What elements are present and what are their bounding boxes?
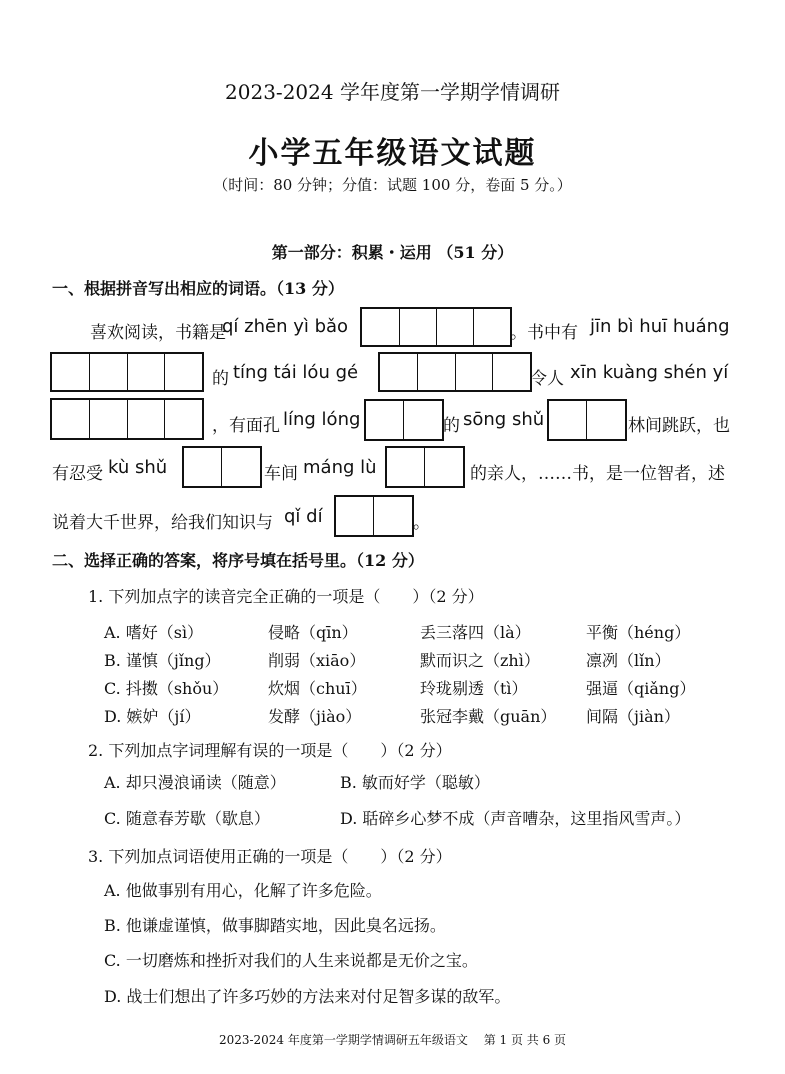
q3-stem: 3. 下列加点词语使用正确的一项是（ ）（2 分） xyxy=(88,847,452,866)
exam-header: 2023-2024 学年度第一学期学情调研 xyxy=(225,80,560,104)
line4-text-b: 车间 xyxy=(264,464,298,484)
line2-pinyin-a: tíng tái lóu gé xyxy=(233,362,359,383)
line1-text-b: 。书中有 xyxy=(510,323,578,343)
line2-text-a-label: 的 xyxy=(212,369,229,389)
line5-text-b: 。 xyxy=(413,513,430,533)
line2-pinyin-b: xīn kuàng shén yí xyxy=(570,362,729,383)
q1-option-c-3: 玲珑剔透（tì） xyxy=(420,679,528,698)
part-heading: 第一部分：积累・运用 （51 分） xyxy=(271,243,514,262)
line1-pinyin-a: qí zhēn yì bǎo xyxy=(222,316,349,337)
line3-pinyin-b: sōng shǔ xyxy=(463,409,545,430)
page-footer: 2023-2024 年度第一学期学情调研五年级语文 第 1 页 共 6 页 xyxy=(218,1033,567,1047)
line2-text-b: 令人 xyxy=(530,369,564,389)
line1-text-a: 喜欢阅读，书籍是 xyxy=(90,323,226,343)
line3-text-c: 林间跳跃，也 xyxy=(628,416,730,436)
q2-stem: 2. 下列加点字词理解有误的一项是（ ）（2 分） xyxy=(88,741,452,760)
q1-option-d-4: 间隔（jiàn） xyxy=(586,707,680,726)
answer-box-songshu[interactable] xyxy=(547,399,627,441)
line3-text-a: ，有面孔 xyxy=(212,416,280,436)
exam-subtitle: （时间：80 分钟；分值：试题 100 分，卷面 5 分。） xyxy=(213,176,572,194)
q1-option-a-2: 侵略（qīn） xyxy=(268,623,358,642)
q1-option-d-3: 张冠李戴（guān） xyxy=(420,707,557,726)
section1-heading: 一、根据拼音写出相应的词语。（13 分） xyxy=(52,279,344,298)
q3-option-a: A. 他做事别有用心，化解了许多危险。 xyxy=(104,881,382,900)
q2-option-d: D. 聒碎乡心梦不成（声音嘈杂，这里指风雪声。） xyxy=(340,809,691,828)
q1-option-c-4: 强逼（qiǎng） xyxy=(586,679,696,698)
line4-text-a: 有忍受 xyxy=(52,464,103,484)
q1-option-a-1: A. 嗜好（sì） xyxy=(104,623,204,642)
q1-option-c-1: C. 抖擞（shǒu） xyxy=(104,679,229,698)
page-title: 小学五年级语文试题 xyxy=(248,136,537,171)
line5-text-a: 说着大千世界，给我们知识与 xyxy=(52,513,273,533)
q1-option-b-1: B. 谨慎（jǐng） xyxy=(104,651,221,670)
line1-pinyin-b: jīn bì huī huáng xyxy=(590,316,730,337)
q1-option-b-2: 削弱（xiāo） xyxy=(268,651,366,670)
line4-pinyin-b: máng lù xyxy=(303,457,377,478)
q1-stem: 1. 下列加点字的读音完全正确的一项是（ ）（2 分） xyxy=(88,587,484,606)
line4-pinyin-a: kù shǔ xyxy=(108,457,168,478)
answer-box-linglong[interactable] xyxy=(364,399,444,441)
answer-box-qidi[interactable] xyxy=(334,495,414,537)
section2-heading: 二、选择正确的答案，将序号填在括号里。（12 分） xyxy=(52,551,424,570)
q3-option-c: C. 一切磨炼和挫折对我们的人生来说都是无价之宝。 xyxy=(104,951,478,970)
line4-text-c: 的亲人，……书，是一位智者，述 xyxy=(470,464,725,484)
q1-option-a-4: 平衡（héng） xyxy=(586,623,691,642)
answer-box-manglu[interactable] xyxy=(385,446,465,488)
answer-box-jinbihuihuang[interactable] xyxy=(50,352,204,392)
q3-option-b: B. 他谦虚谨慎，做事脚踏实地，因此臭名远扬。 xyxy=(104,916,446,935)
q2-option-c: C. 随意春芳歇（歇息） xyxy=(104,809,270,828)
line3-text-b: 的 xyxy=(443,416,460,436)
q1-option-c-2: 炊烟（chuī） xyxy=(268,679,367,698)
q1-option-b-4: 凛冽（lǐn） xyxy=(586,651,671,670)
answer-box-tingtailouge[interactable] xyxy=(378,352,532,392)
line5-pinyin-a: qǐ dí xyxy=(284,506,323,527)
q1-option-b-3: 默而识之（zhì） xyxy=(420,651,540,670)
q1-option-a-3: 丢三落四（là） xyxy=(420,623,531,642)
q2-option-a: A. 却只漫浪诵读（随意） xyxy=(104,773,286,792)
q3-option-d: D. 战士们想出了许多巧妙的方法来对付足智多谋的敌军。 xyxy=(104,987,511,1006)
answer-box-qizhenyibao[interactable] xyxy=(360,307,512,347)
q2-option-b: B. 敏而好学（聪敏） xyxy=(340,773,490,792)
q1-option-d-1: D. 嫉妒（jí） xyxy=(104,707,201,726)
q1-option-d-2: 发酵（jiào） xyxy=(268,707,362,726)
answer-box-kushu[interactable] xyxy=(182,446,262,488)
line3-pinyin-a: líng lóng xyxy=(283,409,361,430)
answer-box-xinkuangshenyi[interactable] xyxy=(50,398,204,440)
